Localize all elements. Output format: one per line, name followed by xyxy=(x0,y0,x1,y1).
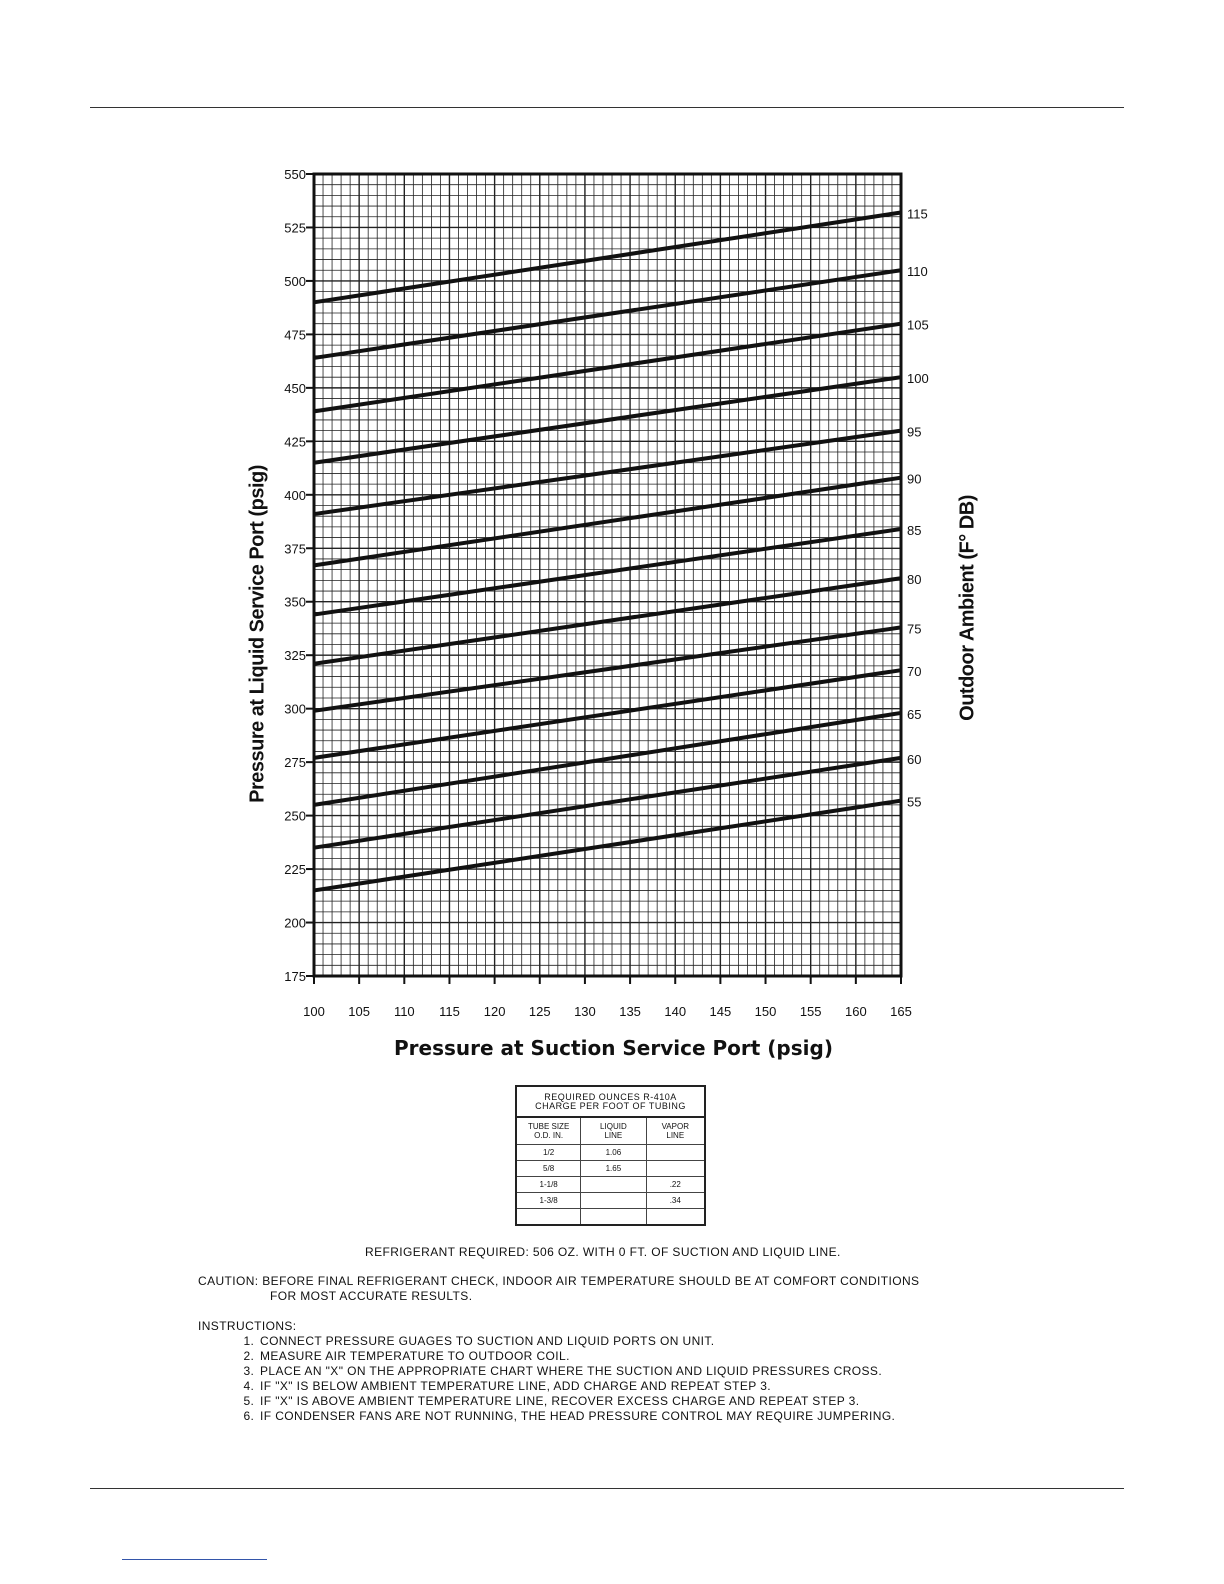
y-tick-label: 450 xyxy=(284,380,306,396)
table-cell xyxy=(646,1145,705,1161)
series-line-60 xyxy=(314,758,901,848)
tubing-charge-table xyxy=(515,1085,706,1226)
table-title: REQUIRED OUNCES R-410A CHARGE PER FOOT OF TUBING xyxy=(516,1086,705,1117)
series-line-115 xyxy=(314,212,901,302)
x-tick-label: 155 xyxy=(799,1004,822,1019)
series-label-55: 55 xyxy=(907,794,922,810)
table-cell xyxy=(646,1161,705,1177)
series-line-95 xyxy=(314,431,901,514)
x-tick-label: 130 xyxy=(574,1004,596,1019)
x-tick-label: 125 xyxy=(528,1004,551,1019)
x-tick-label: 120 xyxy=(483,1004,506,1019)
y-tick-label: 350 xyxy=(284,594,306,610)
y2-axis-label: Outdoor Ambient (F° DB) xyxy=(956,495,979,721)
table-row xyxy=(516,1193,705,1209)
x-tick-label: 105 xyxy=(348,1004,371,1019)
instruction-step: 2. MEASURE AIR TEMPERATURE TO OUTDOOR COIL. xyxy=(258,1349,895,1364)
table-cell: 5/8 xyxy=(516,1161,581,1177)
y-tick-label: 400 xyxy=(284,487,306,503)
caution-note xyxy=(198,1274,919,1304)
table-cell: 1.06 xyxy=(581,1145,646,1161)
series-label-105: 105 xyxy=(907,317,929,333)
series-label-110: 110 xyxy=(907,264,928,280)
x-tick-label: 145 xyxy=(709,1004,732,1019)
y-tick-label: 375 xyxy=(284,541,306,557)
series-label-100: 100 xyxy=(907,371,929,387)
chart-series xyxy=(314,212,901,890)
series-label-75: 75 xyxy=(907,621,922,637)
table-cell: 1-1/8 xyxy=(516,1177,581,1193)
series-label-60: 60 xyxy=(907,751,922,767)
instruction-step: 3. PLACE AN "X" ON THE APPROPRIATE CHART WHERE THE SUCTION AND LIQUID PRESSURES CROSS. xyxy=(258,1364,895,1379)
y-tick-label: 300 xyxy=(284,701,306,717)
instruction-step: 1. CONNECT PRESSURE GUAGES TO SUCTION AND LIQUID PORTS ON UNIT. xyxy=(258,1334,895,1349)
y-tick-label: 425 xyxy=(284,434,306,450)
series-label-85: 85 xyxy=(907,523,922,539)
table-cell xyxy=(646,1209,705,1226)
series-line-55 xyxy=(314,801,901,891)
y-tick-label: 250 xyxy=(284,808,306,824)
series-label-90: 90 xyxy=(907,471,922,487)
table-row xyxy=(516,1145,705,1161)
table-row xyxy=(516,1209,705,1226)
y-tick-label: 225 xyxy=(284,862,306,878)
y-tick-label: 550 xyxy=(284,167,306,182)
y-tick-label: 275 xyxy=(284,755,306,771)
table-cell: .22 xyxy=(646,1177,705,1193)
y-tick-label: 175 xyxy=(284,969,306,984)
instruction-step: 4. IF "X" IS BELOW AMBIENT TEMPERATURE LINE, ADD CHARGE AND REPEAT STEP 3. xyxy=(258,1379,895,1394)
table-cell: 1-3/8 xyxy=(516,1193,581,1209)
refrigerant-required-note: REFRIGERANT REQUIRED: 506 OZ. WITH 0 FT. OF SUCTION AND LIQUID LINE. xyxy=(365,1245,841,1259)
caution-line-2: FOR MOST ACCURATE RESULTS. xyxy=(270,1289,473,1303)
plot-border xyxy=(314,174,901,976)
x-tick-label: 165 xyxy=(890,1004,912,1019)
y-tick-label: 525 xyxy=(284,220,306,236)
series-line-90 xyxy=(314,478,901,566)
x-tick-label: 115 xyxy=(439,1004,460,1019)
instructions xyxy=(198,1319,895,1424)
series-label-115: 115 xyxy=(907,206,928,222)
table-cell xyxy=(581,1177,646,1193)
series-label-70: 70 xyxy=(907,664,922,680)
y-tick-label: 475 xyxy=(284,327,306,343)
x-tick-label: 150 xyxy=(754,1004,777,1019)
series-label-95: 95 xyxy=(907,424,922,440)
table-row xyxy=(516,1161,705,1177)
x-tick-label: 100 xyxy=(303,1004,325,1019)
series-labels xyxy=(907,206,929,809)
header-vapor-line: VAPOR LINE xyxy=(646,1117,705,1145)
x-tick-label: 135 xyxy=(619,1004,641,1019)
x-tick-label: 110 xyxy=(393,1004,415,1019)
header-liquid-line: LIQUID LINE xyxy=(581,1117,646,1145)
instruction-step: 6. IF CONDENSER FANS ARE NOT RUNNING, THE HEAD PRESSURE CONTROL MAY REQUIRE JUMPERING. xyxy=(258,1409,895,1424)
y-tick-label: 500 xyxy=(284,273,306,289)
series-label-65: 65 xyxy=(907,706,922,722)
y-tick-labels xyxy=(284,167,314,984)
chart-frame xyxy=(314,174,901,976)
table-cell: 1/2 xyxy=(516,1145,581,1161)
y-axis-label: Pressure at Liquid Service Port (psig) xyxy=(246,465,269,803)
table-cell xyxy=(581,1209,646,1226)
instruction-step: 5. IF "X" IS ABOVE AMBIENT TEMPERATURE LINE, RECOVER EXCESS CHARGE AND REPEAT STEP 3. xyxy=(258,1394,895,1409)
header-tube-size: TUBE SIZE O.D. IN. xyxy=(516,1117,581,1145)
table-row xyxy=(516,1177,705,1193)
instructions-list xyxy=(198,1334,895,1424)
x-tick-label: 160 xyxy=(844,1004,867,1019)
chart-grid xyxy=(314,174,901,976)
series-line-70 xyxy=(314,670,901,758)
instructions-heading: INSTRUCTIONS: xyxy=(198,1319,297,1333)
x-axis-label: Pressure at Suction Service Port (psig) xyxy=(394,1036,833,1060)
table-cell xyxy=(581,1193,646,1209)
table-cell: 1.65 xyxy=(581,1161,646,1177)
series-line-65 xyxy=(314,713,901,805)
x-tick-label: 140 xyxy=(664,1004,687,1019)
caution-line-1: CAUTION: BEFORE FINAL REFRIGERANT CHECK, INDOOR AIR TEMPERATURE SHOULD BE AT COMFORT CONDITIONS xyxy=(198,1274,920,1288)
table-cell xyxy=(516,1209,581,1226)
y-tick-label: 325 xyxy=(284,648,306,664)
table-cell: .34 xyxy=(646,1193,705,1209)
y-tick-label: 200 xyxy=(284,915,306,931)
series-label-80: 80 xyxy=(907,572,922,588)
x-tick-labels xyxy=(303,976,912,1019)
